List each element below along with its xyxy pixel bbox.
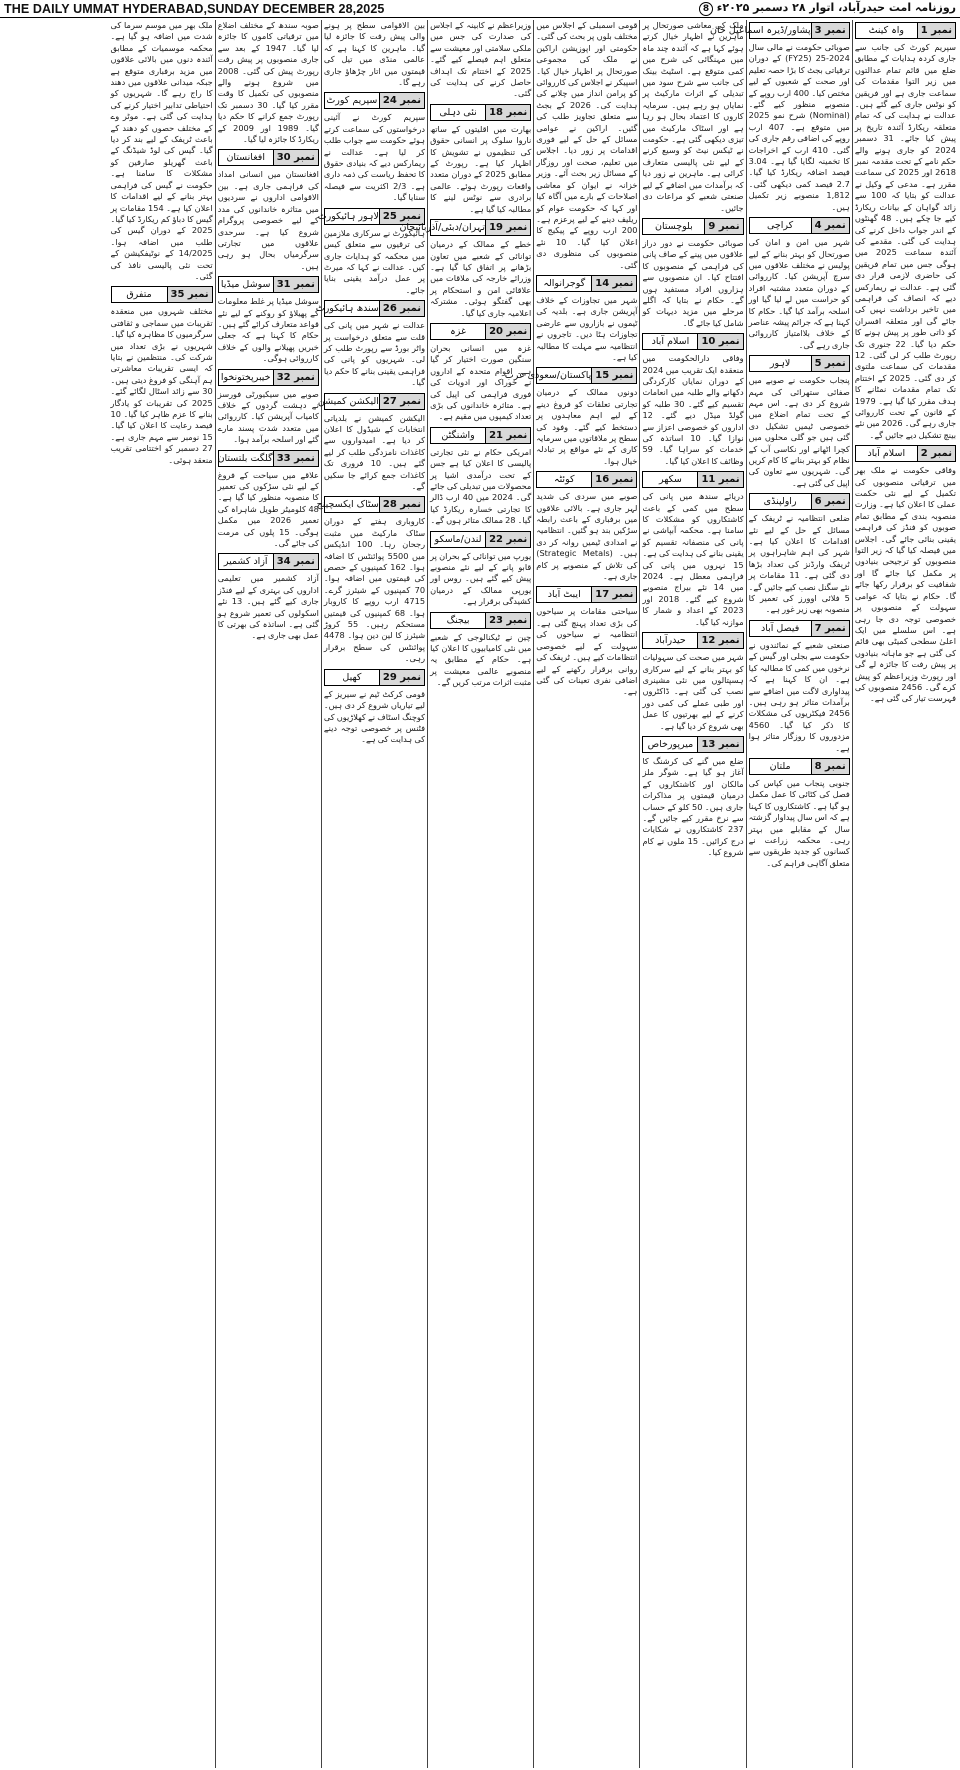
news-item-number: نمبر 8	[811, 759, 849, 774]
news-item-number: نمبر 9	[704, 219, 742, 234]
news-item-number: نمبر 4	[811, 218, 849, 233]
news-item-header	[749, 493, 850, 510]
news-item-body: جنوبی پنجاب میں کپاس کی فصل کی کٹائی کا عمل مکمل ہو گیا ہے۔ کاشتکاروں کا کہنا ہے کہ اس سال پیداوار گزشتہ سال کے مقابلے میں بہتر رہی۔ محکمہ زراعت نے کسانوں کو جدید طریقوں سے متعلق آگاہی فراہم کی۔	[748, 777, 850, 868]
news-item	[218, 149, 319, 272]
news-item-header	[536, 586, 637, 603]
news-item-number: نمبر 16	[591, 472, 636, 487]
news-item-number: نمبر 21	[485, 428, 530, 443]
news-item-body: سپریم کورٹ نے آئینی درخواستوں کی سماعت کرتے ہوئے حکومت سے جواب طلب کر لیا ہے۔ عدالت نے ریمارکس دیے کہ بنیادی حقوق کا تحفظ ریاست کی ذمہ داری ہے۔ 2/3 اکثریت سے فیصلہ سنایا گیا۔	[323, 112, 426, 203]
news-item-body: علاقے میں سیاحت کے فروغ کے لیے نئی سڑکوں کی تعمیر کا منصوبہ منظور کیا گیا ہے۔ 48 کلومیٹر طویل شاہراہ کی تعمیر 2026 میں مکمل ہوگی۔ 15 پلوں کی مرمت کی جائے گی۔	[217, 469, 319, 549]
news-item-number: نمبر 34	[273, 554, 318, 569]
news-item-dateline: لاہور	[769, 358, 791, 370]
newspaper-page	[2, 20, 958, 1768]
news-item-number: نمبر 20	[485, 324, 530, 339]
news-item-body: الیکشن کمیشن نے بلدیاتی انتخابات کے شیڈول کا اعلان کر دیا ہے۔ امیدواروں سے کاغذات نامزدگی طلب کر لیے گئے ہیں۔ 10 فروری تک کاغذات جمع کرائے جا سکیں گے۔	[323, 412, 426, 491]
news-item-dateline: ملتان	[769, 760, 791, 772]
news-item-dateline: حیدرآباد	[655, 635, 686, 647]
news-item-header	[710, 22, 850, 39]
news-item	[111, 286, 213, 466]
news-item	[324, 669, 425, 746]
news-item-body: شہر میں تجاوزات کے خلاف آپریشن جاری ہے۔ بلدیہ کی ٹیموں نے بازاروں سے عارضی تجاوزات ہٹا دیں۔ تاجروں نے انتظامیہ سے مہلت کا مطالبہ کیا ہے۔	[536, 294, 638, 362]
news-item-body: وفاقی حکومت نے ملک بھر میں ترقیاتی منصوبوں کی تکمیل کے لیے نئی حکمت عملی کا اعلان کیا ہے۔ وزارت منصوبہ بندی کے مطابق تمام صوبوں کو فنڈز کی فراہمی یقینی بنائی جائے گی۔ اجلاس میں فیصلہ کیا گیا کہ زیر التوا منصوبوں کو ترجیحی بنیادوں پر مکمل کیا جائے گا اور شفافیت کو برقرار رکھا جائے گا۔ حکام نے بتایا کہ عوامی سہولت کے منصوبوں پر خصوصی توجہ دی جا رہی ہے۔ اس سلسلے میں ایک اعلیٰ سطحی کمیٹی بھی قائم کی گئی ہے جو ماہانہ بنیادوں پر پیش رفت کا جائزہ لے گی اور رپورٹ وزیراعظم کو پیش کرے گی۔ 2456 منصوبوں کی فہرست تیار کی گئی ہے۔	[854, 465, 957, 704]
news-item-header	[218, 450, 319, 467]
news-item	[430, 427, 531, 527]
news-item-number: نمبر 12	[697, 633, 742, 648]
news-item-body: قومی کرکٹ ٹیم نے سیریز کے لیے تیاریاں شروع کر دی ہیں۔ کوچنگ اسٹاف نے کھلاڑیوں کی فٹنس پر خصوصی توجہ دینے کی ہدایت کی ہے۔	[323, 688, 426, 745]
news-item-dateline: سپریم کورٹ	[326, 95, 378, 107]
news-item-dateline: سندھ ہائیکورٹ	[315, 303, 379, 315]
news-item-number: نمبر 1	[917, 23, 955, 38]
news-item-dateline: ایبٹ آباد	[547, 589, 581, 601]
news-item-header	[642, 218, 743, 235]
news-item-header	[430, 427, 531, 444]
news-item-header	[430, 323, 531, 340]
news-item-number: نمبر 15	[591, 368, 636, 383]
news-item-header	[317, 393, 425, 410]
news-item-body: صوبائی حکومت نے دور دراز علاقوں میں پینے کے صاف پانی کی فراہمی کے منصوبوں کا افتتاح کیا۔ ان منصوبوں سے ہزاروں افراد مستفید ہوں گے۔ حکام نے بتایا کہ اگلے مرحلے میں مزید دیہات کو شامل کیا جائے گا۔	[642, 237, 744, 328]
news-item-number: نمبر 19	[485, 220, 530, 235]
news-item-number: نمبر 33	[273, 451, 318, 466]
news-item-header	[855, 445, 956, 462]
news-item-body: خطے کے ممالک کے درمیان توانائی کے شعبے میں تعاون بڑھانے پر اتفاق کیا گیا ہے۔ وزرائے خارجہ کی ملاقات میں علاقائی امن و استحکام پر بھی گفتگو ہوئی۔ مشترکہ اعلامیہ جاری کیا گیا۔	[430, 239, 532, 318]
news-item-number: نمبر 22	[485, 532, 530, 547]
news-item	[749, 493, 850, 616]
news-item-dateline: کھیل	[342, 671, 362, 683]
news-item-header	[749, 355, 850, 372]
news-item	[324, 20, 425, 88]
news-item-body: پنجاب حکومت نے صوبے میں صفائی ستھرائی کی مہم شروع کر دی ہے۔ اس مہم کے تحت تمام اضلاع میں خصوصی ٹیمیں تشکیل دی گئی ہیں جو گلی محلوں میں کچرا اٹھانے اور نکاسی آب کے نظام کو بہتر بنانے کا کام کریں گی۔ شہریوں سے تعاون کی اپیل کی گئی ہے۔	[748, 375, 850, 488]
news-item-header	[642, 471, 743, 488]
news-item-body: صوبائی حکومت نے مالی سال 2024-25 (FY25) کے دوران ترقیاتی بجٹ کا بڑا حصہ تعلیم اور صحت کے شعبوں کے لیے مختص کیا۔ 400 ارب روپے کے منصوبے منظور کیے گئے۔ (Nominal) شرح نمو 2025 میں متوقع ہے۔ 407 ارب روپے کی اضافی رقم جاری کی گئی۔ 410 ارب کے اخراجات کا تخمینہ لگایا گیا ہے۔ 3.04 فیصد اضافہ ریکارڈ کیا گیا۔ 2.7 فیصد کمی دیکھی گئی۔ 1,812 منصوبے زیر تکمیل ہیں۔	[748, 42, 850, 212]
news-item-dateline: میرپورخاص	[647, 738, 694, 750]
news-item-header	[642, 736, 743, 753]
news-item-dateline: گوجرانوالہ	[543, 277, 586, 289]
news-item-header	[218, 553, 319, 570]
news-item-number: نمبر 14	[591, 276, 636, 291]
news-item	[316, 496, 426, 664]
news-item-dateline: لاہور ہائیکورٹ	[317, 210, 379, 222]
news-item-number: نمبر 10	[697, 334, 742, 349]
news-column-7	[215, 20, 321, 1768]
news-item-number: نمبر 27	[379, 394, 424, 409]
news-item-dateline: پاکستان/سعودی عرب	[504, 370, 592, 382]
news-item	[749, 355, 850, 489]
news-item-dateline: خیبرپختونخوا	[220, 371, 271, 383]
news-item	[642, 20, 743, 214]
news-item-dateline: بیجنگ	[446, 614, 470, 626]
news-item-number: نمبر 29	[379, 670, 424, 685]
news-column-1	[852, 20, 958, 1768]
news-item-header	[324, 669, 425, 686]
news-item-number: نمبر 13	[697, 737, 742, 752]
news-item-dateline: الیکشن کمیشن	[317, 395, 379, 407]
news-item-header	[855, 22, 956, 39]
news-item-dateline: واہ کینٹ	[868, 25, 904, 36]
news-item-header	[749, 217, 850, 234]
news-item-header	[399, 219, 531, 236]
news-item-body: دریائے سندھ میں پانی کی سطح میں کمی کے باعث کاشتکاروں کو مشکلات کا سامنا ہے۔ محکمہ آبپاشی نے پانی کی منصفانہ تقسیم کو یقینی بنانے کی ہدایت کی ہے۔ 15 نہروں میں پانی کی فراہمی معطل ہے۔ 2024 میں 14 نئے بیراج منصوبے شروع کیے گئے۔ 2018 اور 2023 کے اعداد و شمار کا موازنہ کیا گیا۔	[642, 491, 744, 627]
news-item-body: بھارت میں اقلیتوں کے ساتھ ناروا سلوک پر انسانی حقوق کی تنظیموں نے تشویش کا اظہار کیا ہے۔ رپورٹ کے مطابق 2025 کے دوران متعدد واقعات رپورٹ ہوئے۔ عالمی برادری سے نوٹس لینے کا مطالبہ کیا گیا ہے۔	[430, 123, 532, 214]
news-item-number: نمبر 23	[485, 613, 530, 628]
news-item-body: شہر میں صحت کی سہولیات کو بہتر بنانے کے لیے سرکاری ہسپتالوں میں نئی مشینری نصب کی گئی ہے۔ ڈاکٹروں اور طبی عملے کی کمی دور کرنے کے لیے بھرتیوں کا عمل بھی شروع کر دیا گیا ہے۔	[642, 652, 744, 731]
news-item-body: ملک بھر میں موسم سرما کی شدت میں اضافہ ہو گیا ہے۔ محکمہ موسمیات کے مطابق آئندہ دنوں میں بالائی علاقوں میں مزید برفباری متوقع ہے جبکہ میدانی علاقوں میں دھند کا راج رہے گا۔ شہریوں کو احتیاطی تدابیر اختیار کرنے کی ہدایت کی گئی ہے۔ موٹر وے کے مختلف حصوں کو دھند کے باعث ٹریفک کے لیے بند کر دیا گیا۔ گیس کی لوڈ شیڈنگ کے باعث گھریلو صارفین کو مشکلات کا سامنا ہے۔ حکومت نے گیس کی فراہمی بہتر بنانے کے لیے اقدامات کا اعلان کیا ہے۔ 154 مقامات پر گیس کا دباؤ کم ریکارڈ کیا گیا۔ 2025 کے دوران گیس کی طلب میں اضافہ ہوا۔ 14/2025 کے نوٹیفکیشن کے تحت نئی پالیسی نافذ کی گئی۔	[110, 20, 213, 281]
news-item	[430, 531, 531, 608]
news-item-header	[536, 275, 637, 292]
news-item-number: نمبر 32	[273, 370, 318, 385]
news-item-header	[324, 92, 425, 109]
news-item-body: دونوں ممالک کے درمیان تجارتی تعلقات کو فروغ دینے کے لیے اہم معاہدوں پر دستخط کیے گئے۔ وفود کی سطح پر ملاقاتوں میں سرمایہ کاری کے نئے مواقع پر تبادلہ خیال ہوا۔	[536, 387, 638, 466]
news-item-header	[430, 531, 531, 548]
news-item-dateline: سٹاک ایکسچینج	[316, 499, 379, 511]
news-item-body: عدالت نے شہر میں پانی کی قلت سے متعلق درخواست پر واٹر بورڈ سے رپورٹ طلب کر لی۔ شہریوں کو پانی کی فراہمی یقینی بنانے کا حکم دیا گیا۔	[323, 320, 426, 388]
news-item-number: نمبر 25	[379, 209, 424, 224]
news-item-number: نمبر 28	[379, 497, 424, 512]
news-item-dateline: واشنگٹن	[441, 429, 475, 441]
news-item	[642, 471, 743, 628]
news-item-body: ہائیکورٹ نے سرکاری ملازمین کی ترقیوں سے متعلق کیس میں محکمہ کو ہدایات جاری کیں۔ عدالت نے کہا کہ میرٹ پر عمل درآمد یقینی بنایا جائے۔	[323, 227, 426, 295]
news-item-number: نمبر 26	[379, 301, 424, 316]
news-item-body: مختلف شہروں میں منعقدہ تقریبات میں سماجی و ثقافتی سرگرمیوں کا مظاہرہ کیا گیا۔ شہریوں نے بڑی تعداد میں شرکت کی۔ منتظمین نے بتایا کہ ایسی تقریبات معاشرتی ہم آہنگی کو فروغ دیتی ہیں۔ 30 سے زائد اسٹال لگائے گئے۔ 2025 کی تقریبات کو یادگار بنانے کا عزم ظاہر کیا گیا۔ 10 فیصد رعایت کا اعلان کیا گیا۔ 15 نومبر سے مہم جاری ہے۔ 27 دسمبر کو اختتامی تقریب منعقد ہوئی۔	[110, 306, 213, 465]
news-item	[642, 218, 743, 329]
news-item-number: نمبر 17	[591, 587, 636, 602]
news-item	[218, 369, 319, 446]
news-item	[749, 217, 850, 351]
news-item-dateline: متفرق	[126, 289, 152, 301]
news-item-body: غزہ میں انسانی بحران سنگین صورت اختیار کر گیا ہے۔ اقوام متحدہ کے اداروں نے خوراک اور ادویات کی فوری فراہمی کی اپیل کی ہے۔ متاثرہ خاندانوں کی بڑی تعداد کیمپوں میں مقیم ہے۔	[430, 342, 532, 422]
news-item	[430, 612, 531, 689]
news-column-8	[109, 20, 215, 1768]
news-item	[642, 632, 743, 732]
news-item-number: نمبر 31	[273, 277, 318, 292]
news-item	[536, 275, 637, 363]
news-column-3	[639, 20, 745, 1768]
news-item-header	[504, 367, 637, 384]
news-item-header	[316, 496, 425, 513]
news-item-header	[536, 471, 637, 488]
news-item-number: نمبر 3	[811, 23, 849, 38]
news-item-body: افغانستان میں انسانی امداد کی فراہمی جاری ہے۔ بین الاقوامی اداروں نے سردیوں میں متاثرہ خاندانوں کی مدد کے لیے خصوصی پروگرام شروع کیا ہے۔ سرحدی علاقوں میں تجارتی سرگرمیاں بحال ہو رہی ہیں۔	[217, 169, 319, 271]
news-item-number: نمبر 35	[167, 287, 212, 302]
news-item-body: امریکی حکام نے نئی تجارتی پالیسی کا اعلان کیا ہے جس کے تحت درآمدی اشیا پر محصولات میں تبدیلی کی جائے گی۔ 2024 میں 40 ارب ڈالر کا تجارتی خسارہ ریکارڈ کیا گیا۔ 28 ممالک متاثر ہوں گے۔	[430, 446, 532, 526]
news-item-dateline: نئی دہلی	[439, 106, 477, 118]
news-item-number: نمبر 2	[917, 446, 955, 461]
news-item-body: ضلع میں گنے کی کرشنگ کا آغاز ہو گیا ہے۔ شوگر ملز مالکان اور کاشتکاروں کے درمیان قیمتوں پر مذاکرات جاری ہیں۔ 50 کلو کے حساب سے نرخ مقرر کیے جائیں گے۔ 237 کاشتکاروں نے شکایات درج کرائیں۔ 15 ملوں نے کام شروع کیا۔	[642, 755, 744, 858]
news-item	[430, 20, 531, 100]
news-item-body: سپریم کورٹ کی جانب سے جاری کردہ ہدایات کے مطابق ضلع میں قائم تمام عدالتوں میں زیر التوا مقدمات کی سماعت جاری ہے اور فریقین کو نوٹس جاری کیے گئے ہیں۔ عدالت نے ہدایت کی کہ تمام متعلقہ ریکارڈ آئندہ تاریخ پر پیش کیا جائے۔ 31 دسمبر 2024 کو جاری ہونے والے حکم نامے کے تحت مقدمہ نمبر 2618 اور 2025 کی سماعت مقرر ہے۔ مدعی کے وکیل نے عدالت کو بتایا کہ 100 سے زائد گواہان کے بیانات ریکارڈ کیے جا چکے ہیں۔ 48 گھنٹوں کے اندر جواب داخل کرنے کی ہدایت کی گئی۔ مقدمے کی آئندہ سماعت 2025 میں ہوگی جس میں تمام فریقین کی حاضری لازمی قرار دی گئی ہے۔ عدالت نے ریمارکس دیے کہ انصاف کی فراہمی میں تاخیر برداشت نہیں کی جائے گی اور متعلقہ افسران کو ذاتی طور پر پیش ہونے کا حکم دیا گیا۔ 22 جنوری تک رپورٹ طلب کر لی گئی۔ 12 مقدمات کی سماعت ملتوی کر دی گئی۔ 2025 کے اختتام تک تمام مقدمات نمٹانے کا ہدف مقرر کیا گیا ہے۔ 1979 کے قانون کے تحت کارروائی جاری رہے گی۔ 2026 میں نئے بینچ تشکیل دیے جائیں گے۔	[854, 42, 957, 440]
news-item	[749, 758, 850, 869]
news-item	[749, 620, 850, 754]
news-item	[430, 104, 531, 215]
news-item-dateline: کوئٹہ	[554, 474, 575, 486]
news-item-number: نمبر 30	[273, 150, 318, 165]
news-item	[536, 586, 637, 697]
news-item	[642, 736, 743, 859]
news-item-body: قومی اسمبلی کے اجلاس میں مختلف بلوں پر بحث کی گئی۔ حکومتی اور اپوزیشن اراکین نے ملک کی مجموعی صورتحال پر اظہار خیال کیا۔ اسپیکر نے اجلاس کی کارروائی کو پرامن انداز میں چلانے کی ہدایت کی۔ 2026 کے بجٹ سے متعلق تجاویز طلب کی گئیں۔ اراکین نے عوامی مسائل کے حل کے لیے فوری اقدامات پر زور دیا۔ اجلاس میں تعلیم، صحت اور روزگار کے مسائل زیر بحث آئے۔ وزیر خزانہ نے ایوان کو معاشی اصلاحات کے بارے میں آگاہ کیا اور کہا کہ حکومت عوام کو ریلیف دینے کے لیے پرعزم ہے۔ 200 ارب روپے کے پیکیج کا اعلان کیا گیا۔ 10 نئے منصوبوں کی منظوری دی گئی۔	[536, 20, 638, 270]
news-item	[855, 445, 956, 705]
news-item	[324, 92, 425, 203]
masthead-urdu-text: روزنامہ امت حیدرآباد، اتوار ۲۸ دسمبر ۲۰۲۵ء	[716, 1, 956, 14]
news-item-dateline: آزاد کشمیر	[223, 556, 268, 568]
news-item-dateline: اسلام آباد	[651, 336, 690, 348]
news-item	[218, 276, 319, 364]
news-item-body: کاروباری ہفتے کے دوران سٹاک مارکیٹ میں مثبت رجحان رہا۔ 100 انڈیکس میں 5500 پوائنٹس کا اضافہ ہوا۔ 162 کمپنیوں کے حصص کی قیمتوں میں اضافہ ہوا۔ 70 کمپنیوں کے شیئرز گرے۔ 4715 ارب روپے کا کاروبار ہوا۔ 68 کمپنیوں کی قیمتیں مستحکم رہیں۔ 55 کروڑ شیئرز کا لین دین ہوا۔ 4478 پوائنٹس کی سطح برقرار رہی۔	[323, 516, 426, 664]
news-item-header	[430, 104, 531, 121]
news-column-6	[315, 20, 427, 1768]
news-item-dateline: گلگت بلتستان	[217, 452, 273, 464]
news-item-dateline: فیصل آباد	[760, 622, 800, 634]
news-item-body: سوشل میڈیا پر غلط معلومات کے پھیلاؤ کو روکنے کے لیے نئے قواعد متعارف کرائے گئے ہیں۔ حکام کا کہنا ہے کہ جعلی خبریں پھیلانے والوں کے خلاف کارروائی ہوگی۔	[217, 296, 319, 364]
news-item-dateline: سکھر	[659, 474, 682, 486]
news-item-number: نمبر 18	[485, 105, 530, 120]
news-item-body: بین الاقوامی سطح پر ہونے والی پیش رفت کا جائزہ لیا گیا۔ ماہرین کا کہنا ہے کہ عالمی منڈی میں تیل کی قیمتوں میں اتار چڑھاؤ جاری رہے گا۔	[323, 20, 426, 88]
news-item-number: نمبر 6	[811, 494, 849, 509]
news-item-header	[430, 612, 531, 629]
news-item	[111, 20, 213, 282]
news-item	[642, 333, 743, 467]
news-item	[218, 450, 319, 550]
news-item-body: آزاد کشمیر میں تعلیمی اداروں کی بہتری کے لیے فنڈز جاری کیے گئے ہیں۔ 13 نئے اسکولوں کی تعمیر شروع ہو گئی ہے۔ اساتذہ کی بھرتی کا عمل بھی جاری ہے۔	[217, 573, 319, 641]
news-item	[315, 300, 426, 388]
news-item-dateline: سوشل میڈیا	[220, 279, 271, 291]
news-item-dateline: کراچی	[767, 220, 794, 232]
news-item-body: چین نے ٹیکنالوجی کے شعبے میں نئی کامیابیوں کا اعلان کیا ہے۔ حکام کے مطابق یہ منصوبے عالمی معیشت پر مثبت اثرات مرتب کریں گے۔	[430, 631, 532, 688]
masthead	[0, 0, 960, 18]
masthead-english-title: THE DAILY UMMAT HYDERABAD,SUNDAY DECEMBER 28,2025	[4, 1, 385, 16]
news-item-body: وفاقی دارالحکومت میں منعقدہ ایک تقریب میں 2024 کے دوران نمایاں کارکردگی دکھانے والے طلبہ میں انعامات تقسیم کیے گئے۔ 30 طلبہ کو گولڈ میڈل دیے گئے۔ 12 اداروں کو خصوصی اعزاز سے نوازا گیا۔ 10 اساتذہ کی خدمات کو سراہا گیا۔ 59 وظائف کا اعلان کیا گیا۔	[642, 353, 744, 466]
news-item-body: صنعتی شعبے کے نمائندوں نے حکومت سے بجلی اور گیس کے نرخوں میں کمی کا مطالبہ کیا ہے۔ ان کا کہنا ہے کہ پیداواری لاگت میں اضافے سے برآمدات متاثر ہو رہی ہیں۔ 2456 فیکٹریوں کی مشکلات کا ذکر کیا گیا۔ 4560 مزدوروں کا روزگار متاثر ہوا ہے۔	[748, 639, 850, 753]
news-item-number: نمبر 24	[379, 93, 424, 108]
news-item-body: ملک کی معاشی صورتحال پر ماہرین نے اظہار خیال کرتے ہوئے کہا ہے کہ آئندہ چند ماہ میں مہنگائی کی شرح میں کمی متوقع ہے۔ اسٹیٹ بینک کی جانب سے شرح سود میں تبدیلی کے اثرات مارکیٹ پر نمایاں ہو رہے ہیں۔ سرمایہ کاروں کا اعتماد بحال ہو رہا ہے اور اسٹاک مارکیٹ میں تیزی دیکھی گئی ہے۔ حکومت نے ٹیکس نیٹ کو وسیع کرنے کے لیے نئی پالیسی متعارف کرائی ہے۔ ماہرین نے زور دیا کہ برآمدات میں اضافے کے لیے صنعتی شعبے کو مراعات دی جائیں۔	[642, 20, 744, 213]
masthead-urdu-title	[696, 1, 956, 16]
news-item	[710, 22, 850, 213]
news-item-number: نمبر 11	[697, 472, 742, 487]
news-item-header	[218, 149, 319, 166]
news-item-body: شہر میں امن و امان کی صورتحال کو بہتر بنانے کے لیے پولیس نے مختلف علاقوں میں سرچ آپریشن کیا۔ کارروائی کے دوران متعدد مشتبہ افراد کو حراست میں لے لیا گیا اور اسلحہ برآمد کیا گیا۔ حکام کا کہنا ہے کہ جرائم پیشہ عناصر کے خلاف بلاامتیاز کارروائی جاری رہے گی۔	[748, 237, 850, 350]
news-item	[317, 393, 426, 493]
news-item-header	[749, 620, 850, 637]
news-item-number: نمبر 7	[811, 621, 849, 636]
news-item-header	[218, 276, 319, 293]
news-item-dateline: پشاور/ڈیرہ اسماعیل خان	[710, 25, 811, 36]
news-item-dateline: اسلام آباد	[867, 448, 906, 460]
news-item	[218, 20, 319, 145]
news-item	[218, 553, 319, 641]
news-item-header	[218, 369, 319, 386]
news-item-header	[642, 333, 743, 350]
news-item-body: سیاحتی مقامات پر سیاحوں کی بڑی تعداد پہنچ گئی ہے۔ انتظامیہ نے سیاحوں کی سہولت کے لیے خصوصی انتظامات کیے ہیں۔ ٹریفک کی روانی برقرار رکھنے کے لیے اضافی نفری تعینات کی گئی ہے۔	[536, 606, 638, 697]
news-item	[855, 22, 956, 441]
news-item-dateline: تہران/دبئی/آذربائیجان	[399, 222, 486, 234]
news-item-dateline: غزہ	[450, 325, 466, 337]
news-item-dateline: بلوچستان	[655, 220, 693, 232]
news-item-body: صوبہ سندھ کے مختلف اضلاع میں ترقیاتی کاموں کا جائزہ لیا گیا۔ 1947 کے بعد سے جاری منصوبوں پر پیش رفت رپورٹ پیش کی گئی۔ 2008 میں شروع ہونے والے منصوبوں کی تکمیل کا وقت مقرر کیا گیا۔ 30 دسمبر تک رپورٹ جمع کرانے کا حکم دیا گیا۔ 1989 اور 2009 کے ریکارڈ کا جائزہ لیا گیا۔	[217, 20, 319, 145]
news-item-header	[749, 758, 850, 775]
news-item-dateline: لندن/ماسکو	[434, 533, 482, 545]
news-item-number: نمبر 5	[811, 356, 849, 371]
news-item-dateline: افغانستان	[226, 152, 265, 164]
news-item-header	[642, 632, 743, 649]
news-item-header	[111, 286, 213, 303]
news-item-dateline: راولپنڈی	[763, 496, 797, 508]
news-item-body: صوبے میں سیکیورٹی فورسز نے دہشت گردوں کے خلاف کامیاب آپریشن کیا۔ کارروائی میں متعدد شدت پسند مارے گئے اور اسلحہ برآمد ہوا۔	[217, 388, 319, 445]
news-item-body: صوبے میں سردی کی شدید لہر جاری ہے۔ بالائی علاقوں میں برفباری کے باعث رابطہ سڑکیں بند ہو گئیں۔ انتظامیہ نے امدادی ٹیمیں روانہ کر دی ہیں۔ (Strategic Metals) کی تلاش کے منصوبے پر کام جاری ہے۔	[536, 491, 638, 582]
news-item-body: وزیراعظم نے کابینہ کے اجلاس کی صدارت کی جس میں ملکی سلامتی اور معیشت سے متعلق اہم فیصلے کیے گئے۔ 2025 کے اختتام تک اہداف حاصل کرنے کی ہدایت کی گئی۔	[430, 20, 532, 99]
news-item-header	[315, 300, 425, 317]
news-item	[536, 471, 637, 582]
page-number-badge: 8	[699, 2, 713, 16]
news-item-body: یورپ میں توانائی کے بحران پر قابو پانے کے لیے نئے منصوبے پیش کیے گئے ہیں۔ روس اور یورپی ممالک کے درمیان کشیدگی برقرار ہے۔	[430, 550, 532, 607]
news-item-body: ضلعی انتظامیہ نے ٹریفک کے مسائل کے حل کے لیے نئے اقدامات کا اعلان کیا ہے۔ شہر کی اہم شاہراہوں پر ٹریفک وارڈنز کی تعداد بڑھا دی گئی ہے۔ 11 مقامات پر نئے سگنل نصب کیے جائیں گے۔ 5 فلائی اوورز کی تعمیر کا منصوبہ بھی زیر غور ہے۔	[748, 513, 850, 615]
news-item	[536, 20, 637, 271]
